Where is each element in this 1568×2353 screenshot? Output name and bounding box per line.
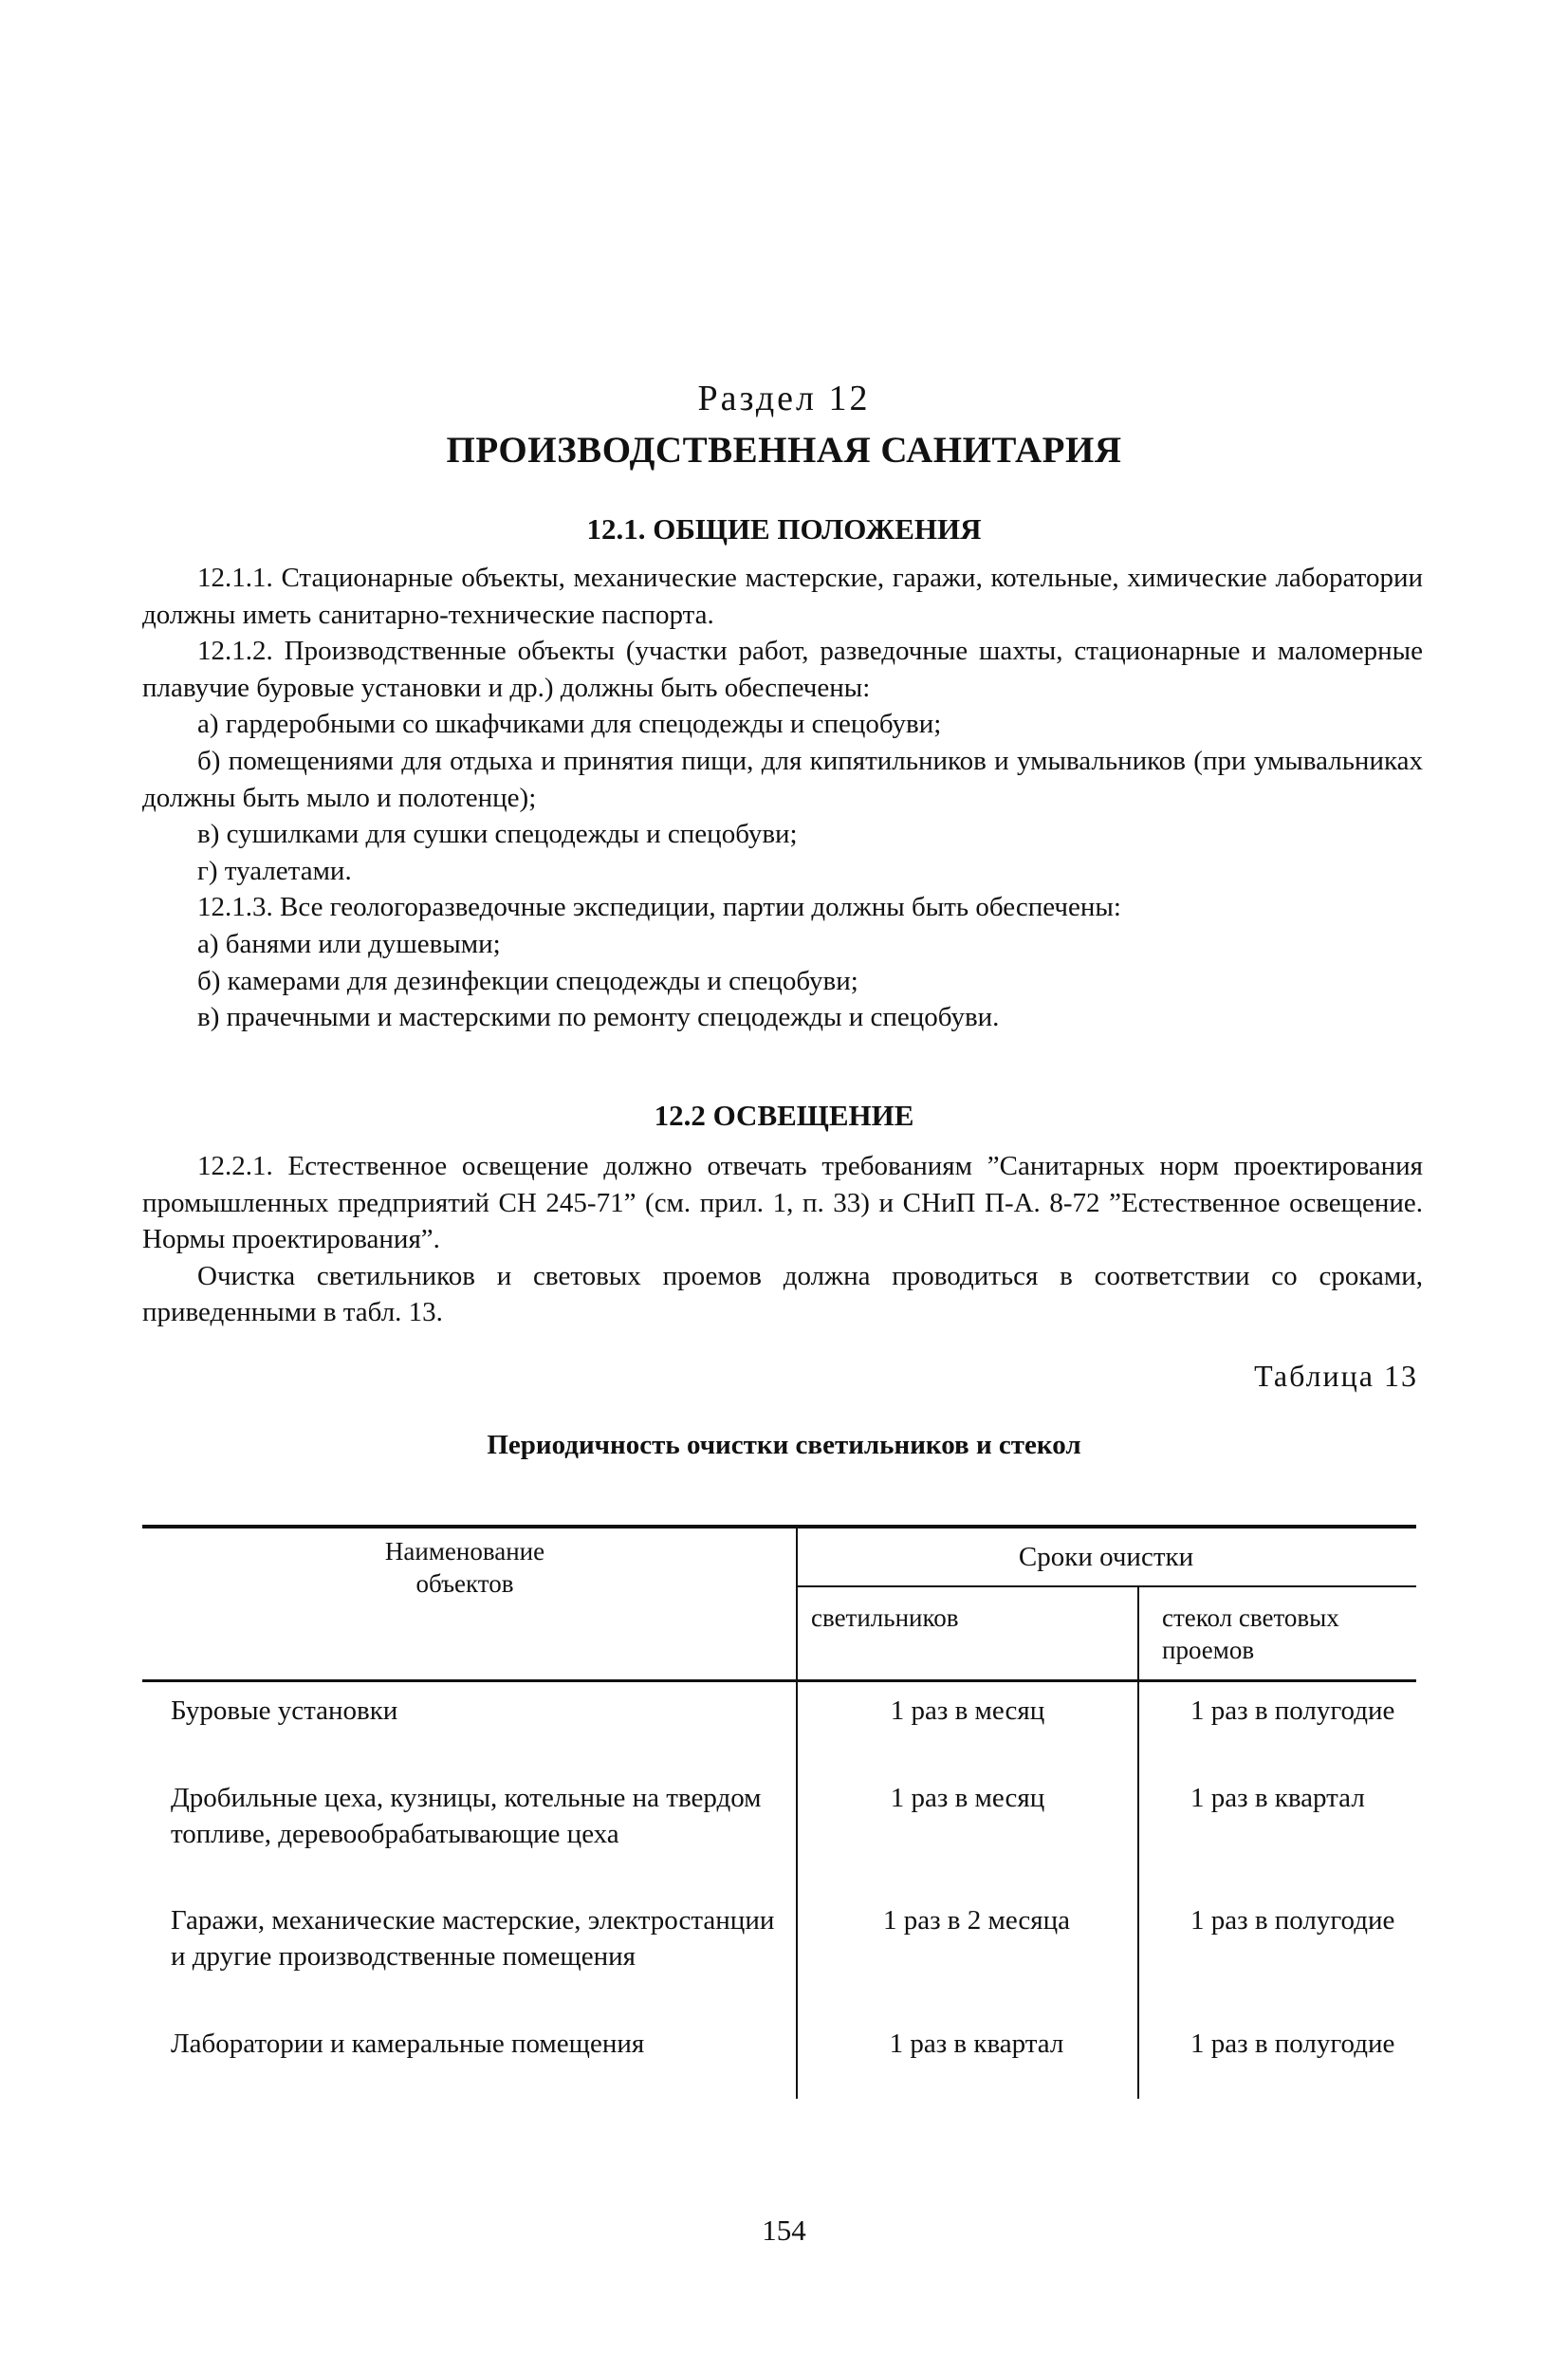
subsection-heading-general: 12.1. ОБЩИЕ ПОЛОЖЕНИЯ [586, 512, 982, 546]
table-top-rule [142, 1525, 1416, 1529]
table-row-1-glass: 1 раз в полугодие [1190, 1695, 1395, 1726]
subsection-heading-lighting: 12.2 ОСВЕЩЕНИЕ [654, 1099, 914, 1132]
table-caption: Периодичность очистки светильников и стекол [487, 1430, 1081, 1460]
table-header-group: Сроки очистки [1018, 1542, 1194, 1572]
paragraph-12-1-1: 12.1.1. Стационарные объекты, механические мастерские, гаражи, котельные, химические лаборатории должны иметь санитарно-технические паспорта. [142, 563, 1423, 630]
list-item-v-dryers: в) сушилками для сушки спецодежды и спецобуви; [197, 819, 798, 850]
table-row-2-lamps: 1 раз в месяц [890, 1783, 1045, 1813]
paragraph-cleaning: Очистка светильников и световых проемов должна проводиться в соответствии со сроками, приведенными в табл. 13. [142, 1260, 1423, 1328]
table-row-4-lamps: 1 раз в квартал [889, 2029, 1064, 2059]
list-item-g-toilets: г) туалетами. [197, 855, 352, 886]
section-label: Раздел 12 [697, 379, 871, 418]
paragraph-12-1-3: 12.1.3. Все геологоразведочные экспедиции, партии должны быть обеспечены: [197, 892, 1121, 923]
lighting-text [142, 1148, 1423, 1331]
paragraph-12-2-1: 12.2.1. Естественное освещение должно отвечать требованиям ”Санитарных норм проектирования промышленных предприятий СН 245-71” (см. прил. 1, п. 33) и СНиП П-А. 8-72 ”Естественное освещение. Нормы проектирования”. [142, 1151, 1423, 1255]
table-row-2-glass: 1 раз в квартал [1190, 1783, 1365, 1813]
table-header-glass: стекол световых проемов [1162, 1603, 1339, 1664]
table-col-divider-2 [1137, 1586, 1139, 2099]
table-header-group-rule [797, 1585, 1416, 1587]
table-header-lamps: светильников [811, 1603, 959, 1632]
table-row-3-glass: 1 раз в полугодие [1190, 1905, 1395, 1936]
paragraph-12-1-2: 12.1.2. Производственные объекты (участки работ, разведочные шахты, стационарные и маломерные плавучие буровые установки и др.) должны быть обеспечены: [142, 636, 1423, 703]
list-item-v-laundry: в) прачечными и мастерскими по ремонту спецодежды и спецобуви. [197, 1002, 1000, 1033]
table-header-bottom-rule [142, 1679, 1416, 1682]
list-item-a-baths: а) банями или душевыми; [197, 928, 501, 959]
table-number: Таблица 13 [1254, 1359, 1418, 1393]
table-row-3-name: Гаражи, механические мастерские, электростанции и другие производственные помещения [171, 1905, 775, 1972]
table-header-name: Наименование объектов [384, 1537, 545, 1598]
page-number: 154 [762, 2214, 806, 2247]
list-item-a-wardrobes: а) гардеробными со шкафчиками для спецодежды и спецобуви; [197, 709, 942, 740]
table-row-4-name: Лаборатории и камеральные помещения [171, 2029, 645, 2059]
table-row-2-name: Дробильные цеха, кузницы, котельные на твердом топливе, деревообрабатывающие цеха [171, 1783, 762, 1849]
list-item-b-rest-rooms: б) помещениями для отдыха и принятия пищи, для кипятильников и умывальников (при умывальниках должны быть мыло и полотенце); [142, 745, 1423, 813]
table-row-1-lamps: 1 раз в месяц [890, 1695, 1045, 1726]
table-row-1-name: Буровые установки [171, 1695, 398, 1726]
table-row-4-glass: 1 раз в полугодие [1190, 2029, 1395, 2059]
list-item-b-disinfection: б) камерами для дезинфекции спецодежды и спецобуви; [197, 965, 858, 996]
table-row-3-lamps: 1 раз в 2 месяца [882, 1905, 1071, 1936]
general-provisions-text [142, 560, 1423, 1036]
section-title: ПРОИЗВОДСТВЕННАЯ САНИТАРИЯ [446, 430, 1122, 471]
